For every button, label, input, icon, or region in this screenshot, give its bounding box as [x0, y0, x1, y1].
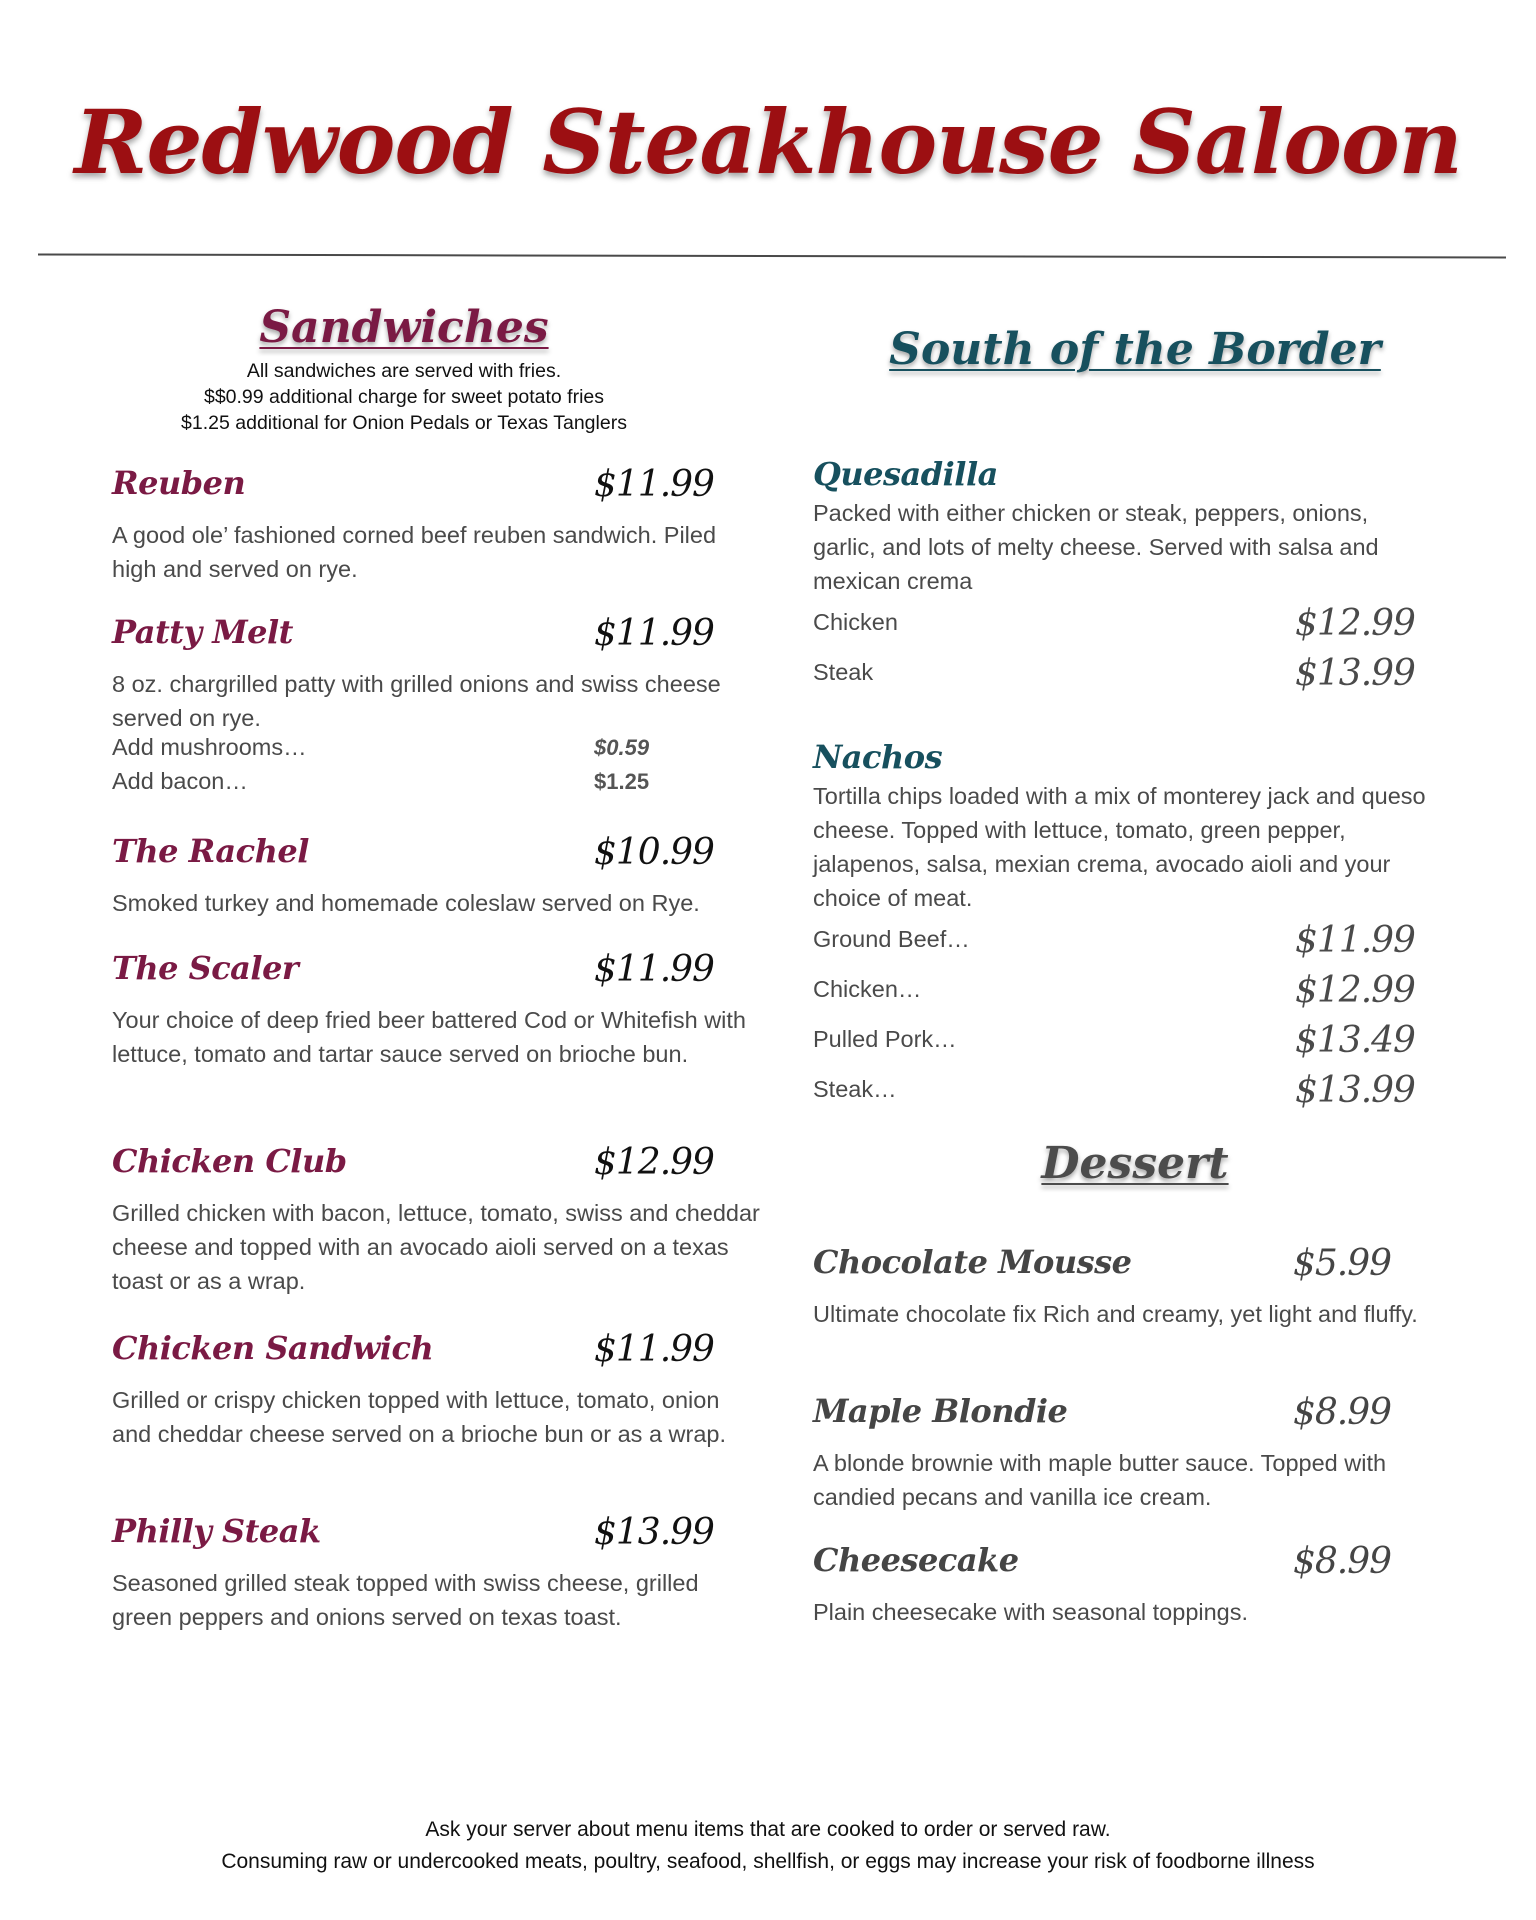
item-price: $11.99 — [594, 613, 714, 654]
item-price: $11.99 — [594, 464, 714, 505]
item-price: $11.99 — [594, 1329, 714, 1370]
dessert-heading: Dessert — [1041, 1138, 1229, 1189]
item-name: Maple Blondie — [813, 1392, 1068, 1430]
item-name: The Rachel — [112, 832, 309, 870]
option-label: Pulled Pork… — [813, 1026, 957, 1052]
item-description: 8 oz. chargrilled patty with grilled onions and swiss cheese served on rye. — [112, 671, 721, 731]
restaurant-title: Redwood Steakhouse Saloon — [74, 90, 1462, 194]
option-price: $13.99 — [1295, 653, 1415, 694]
sandwiches-note: $1.25 additional for Onion Pedals or Texas Tanglers — [181, 412, 627, 434]
item-price: $13.99 — [594, 1512, 714, 1553]
item-name: Cheesecake — [813, 1541, 1019, 1579]
addon-row — [112, 734, 762, 766]
addon-label: Add mushrooms… — [112, 734, 307, 760]
price-option-row — [813, 1020, 1453, 1060]
price-option-row — [813, 920, 1453, 960]
item-name: Patty Melt — [112, 613, 293, 651]
footer-line: Ask your server about menu items that are cooked to order or served raw. — [425, 1818, 1111, 1841]
sandwiches-note: $$0.99 additional charge for sweet potato fries — [203, 386, 604, 408]
item-description: Grilled or crispy chicken topped with lettuce, tomato, onion and cheddar cheese served on a brioche bun or as a wrap. — [112, 1387, 727, 1447]
option-label: Chicken… — [813, 976, 922, 1002]
item-name: The Scaler — [112, 949, 299, 987]
option-label: Chicken — [813, 609, 898, 635]
footer-line: Consuming raw or undercooked meats, poultry, seafood, shellfish, or eggs may increase your risk of foodborne illness — [221, 1850, 1315, 1873]
item-name: Nachos — [813, 738, 943, 776]
addon-price: $0.59 — [594, 735, 650, 760]
option-price: $13.49 — [1295, 1020, 1415, 1061]
addon-price: $1.25 — [594, 769, 650, 794]
footer-disclaimer — [0, 1814, 1536, 1878]
sandwiches-heading: Sandwiches — [259, 302, 549, 353]
item-description: Tortilla chips loaded with a mix of monterey jack and queso cheese. Topped with lettuce, tomato, green pepper, jalapenos, salsa, mexian crema, avocado aioli and your choice of meat. — [813, 783, 1426, 911]
addon-row — [112, 768, 762, 800]
item-description: Your choice of deep fried beer battered Cod or Whitefish with lettuce, tomato and tartar sauce served on brioche bun. — [112, 1007, 746, 1067]
price-option-row — [813, 970, 1453, 1010]
item-description: Smoked turkey and homemade coleslaw served on Rye. — [112, 890, 700, 916]
item-price: $11.99 — [594, 949, 714, 990]
option-price: $12.99 — [1295, 603, 1415, 644]
item-price: $8.99 — [1293, 1392, 1392, 1433]
price-option-row — [813, 653, 1453, 693]
sandwiches-notes — [90, 358, 718, 436]
header-divider — [38, 253, 1506, 258]
item-description: Grilled chicken with bacon, lettuce, tomato, swiss and cheddar cheese and topped with an avocado aioli served on a texas toast or as a wrap. — [112, 1200, 760, 1294]
item-description: Plain cheesecake with seasonal toppings. — [813, 1599, 1249, 1625]
item-price: $12.99 — [594, 1142, 714, 1183]
item-description: Seasoned grilled steak topped with swiss cheese, grilled green peppers and onions served on texas toast. — [112, 1570, 699, 1630]
item-price: $8.99 — [1293, 1541, 1392, 1582]
item-description: Ultimate chocolate fix Rich and creamy, yet light and fluffy. — [813, 1301, 1418, 1327]
item-price: $10.99 — [594, 832, 714, 873]
addon-label: Add bacon… — [112, 768, 248, 794]
price-option-row — [813, 603, 1453, 643]
option-label: Steak… — [813, 1076, 897, 1102]
option-price: $11.99 — [1295, 920, 1415, 961]
option-price: $12.99 — [1295, 970, 1415, 1011]
item-description: A blonde brownie with maple butter sauce. Topped with candied pecans and vanilla ice cream. — [813, 1450, 1387, 1510]
sandwiches-note: All sandwiches are served with fries. — [246, 360, 562, 382]
item-name: Chicken Club — [112, 1142, 347, 1180]
item-name: Chicken Sandwich — [112, 1329, 434, 1367]
item-name: Reuben — [112, 464, 246, 502]
option-label: Steak — [813, 659, 874, 685]
price-option-row — [813, 1070, 1453, 1110]
item-name: Philly Steak — [112, 1512, 321, 1550]
option-price: $13.99 — [1295, 1070, 1415, 1111]
item-description: A good ole’ fashioned corned beef reuben sandwich. Piled high and served on rye. — [112, 522, 717, 582]
option-label: Ground Beef… — [813, 926, 970, 952]
item-name: Chocolate Mousse — [813, 1243, 1132, 1281]
south-of-border-heading: South of the Border — [889, 324, 1381, 375]
item-price: $5.99 — [1293, 1243, 1392, 1284]
item-description: Packed with either chicken or steak, peppers, onions, garlic, and lots of melty cheese. Served with salsa and mexican crema — [813, 500, 1379, 594]
item-name: Quesadilla — [813, 455, 998, 493]
